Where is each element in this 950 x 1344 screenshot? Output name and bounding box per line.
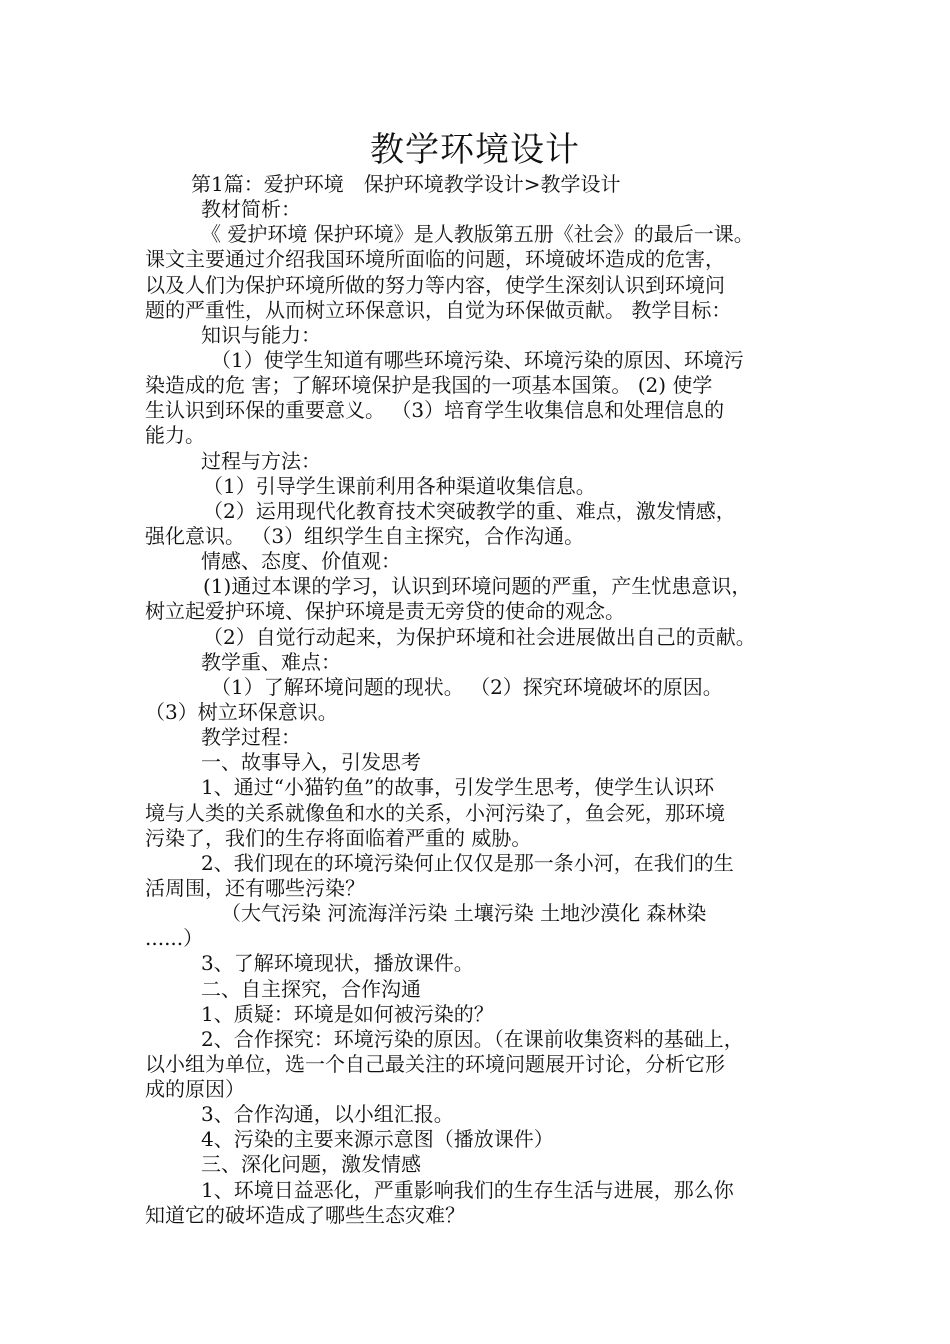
paragraph-line: 1、环境日益恶化，严重影响我们的生存生活与进展，那么你 (201, 1177, 734, 1202)
paragraph-line: （1）使学生知道有哪些环境污染、环境污染的原因、环境污 (211, 347, 744, 372)
paragraph-line: (1)通过本课的学习，认识到环境问题的严重，产生忧患意识， (203, 574, 752, 599)
paragraph-line: 情感、态度、价值观： (201, 549, 401, 574)
paragraph-line: （2）自觉行动起来，为保护环境和社会进展做出自己的贡献。 (203, 624, 756, 649)
paragraph-line: 以及人们为保护环境所做的努力等内容，使学生深刻认识到环境问 (145, 272, 725, 297)
paragraph-line: 活周围，还有哪些污染？ (145, 875, 365, 900)
section-heading: 第1篇：爱护环境 保护环境教学设计>教学设计 (191, 172, 621, 196)
paragraph-line: 3、了解环境现状，播放课件。 (201, 951, 474, 976)
paragraph-line: 一、故事导入，引发思考 (201, 750, 421, 775)
paragraph-line: 以小组为单位，选一个自己最关注的环境问题展开讨论，分析它形 (145, 1051, 725, 1076)
paragraph-line: ......） (145, 926, 204, 951)
paragraph-line: 2、合作探究：环境污染的原因。（在课前收集资料的基础上， (201, 1026, 744, 1051)
paragraph-line: 知道它的破坏造成了哪些生态灾难？ (145, 1202, 465, 1227)
paragraph-line: 生认识到环保的重要意义。 （3）培育学生收集信息和处理信息的 (145, 398, 725, 423)
paragraph-line: 能力。 (145, 423, 205, 448)
paragraph-line: 1、质疑：环境是如何被污染的？ (201, 1001, 494, 1026)
paragraph-line: 二、自主探究，合作沟通 (201, 976, 421, 1001)
paragraph-line: 三、深化问题，激发情感 (201, 1152, 421, 1177)
paragraph-line: 过程与方法： (201, 448, 321, 473)
document-title: 教学环境设计 (370, 130, 580, 170)
paragraph-line: 4、污染的主要来源示意图（播放课件） (201, 1127, 554, 1152)
paragraph-line: 3、合作沟通，以小组汇报。 (201, 1102, 454, 1127)
paragraph-line: 教学重、难点： (201, 649, 341, 674)
paragraph-line: （2）运用现代化教育技术突破教学的重、难点，激发情感， (203, 498, 736, 523)
paragraph-line: 境与人类的关系就像鱼和水的关系，小河污染了，鱼会死，那环境 (145, 800, 725, 825)
paragraph-line: 树立起爱护环境、保护环境是责无旁贷的使命的观念。 (145, 599, 625, 624)
paragraph-line: （1）了解环境问题的现状。 （2）探究环境破坏的原因。 (211, 674, 723, 699)
paragraph-line: （大气污染 河流海洋污染 土壤污染 土地沙漠化 森林染 (221, 901, 707, 926)
paragraph-line: 2、我们现在的环境污染何止仅仅是那一条小河，在我们的生 (201, 850, 734, 875)
paragraph-line: 教材简析： (201, 197, 301, 222)
paragraph-line: 题的严重性，从而树立环保意识，自觉为环保做贡献。 教学目标： (145, 297, 732, 322)
paragraph-line: 《 爱护环境 保护环境》是人教版第五册《社会》的最后一课。 (201, 222, 754, 247)
paragraph-line: 染造成的危 害；了解环境保护是我国的一项基本国策。 (2) 使学 (145, 373, 713, 398)
document-body (145, 172, 813, 1228)
paragraph-line: 教学过程： (201, 725, 301, 750)
paragraph-line: 污染了，我们的生存将面临着严重的 威胁。 (145, 825, 532, 850)
paragraph-line: 知识与能力： (201, 322, 321, 347)
paragraph-line: （3）树立环保意识。 (145, 699, 338, 724)
paragraph-line: （1）引导学生课前利用各种渠道收集信息。 (203, 473, 596, 498)
paragraph-line: 成的原因） (145, 1077, 245, 1102)
paragraph-line: 课文主要通过介绍我国环境所面临的问题，环境破坏造成的危害， (145, 247, 725, 272)
paragraph-line: 强化意识。 （3）组织学生自主探究，合作沟通。 (145, 523, 585, 548)
paragraph-line: 1、通过“小猫钓鱼”的故事，引发学生思考，使学生认识环 (201, 775, 715, 800)
